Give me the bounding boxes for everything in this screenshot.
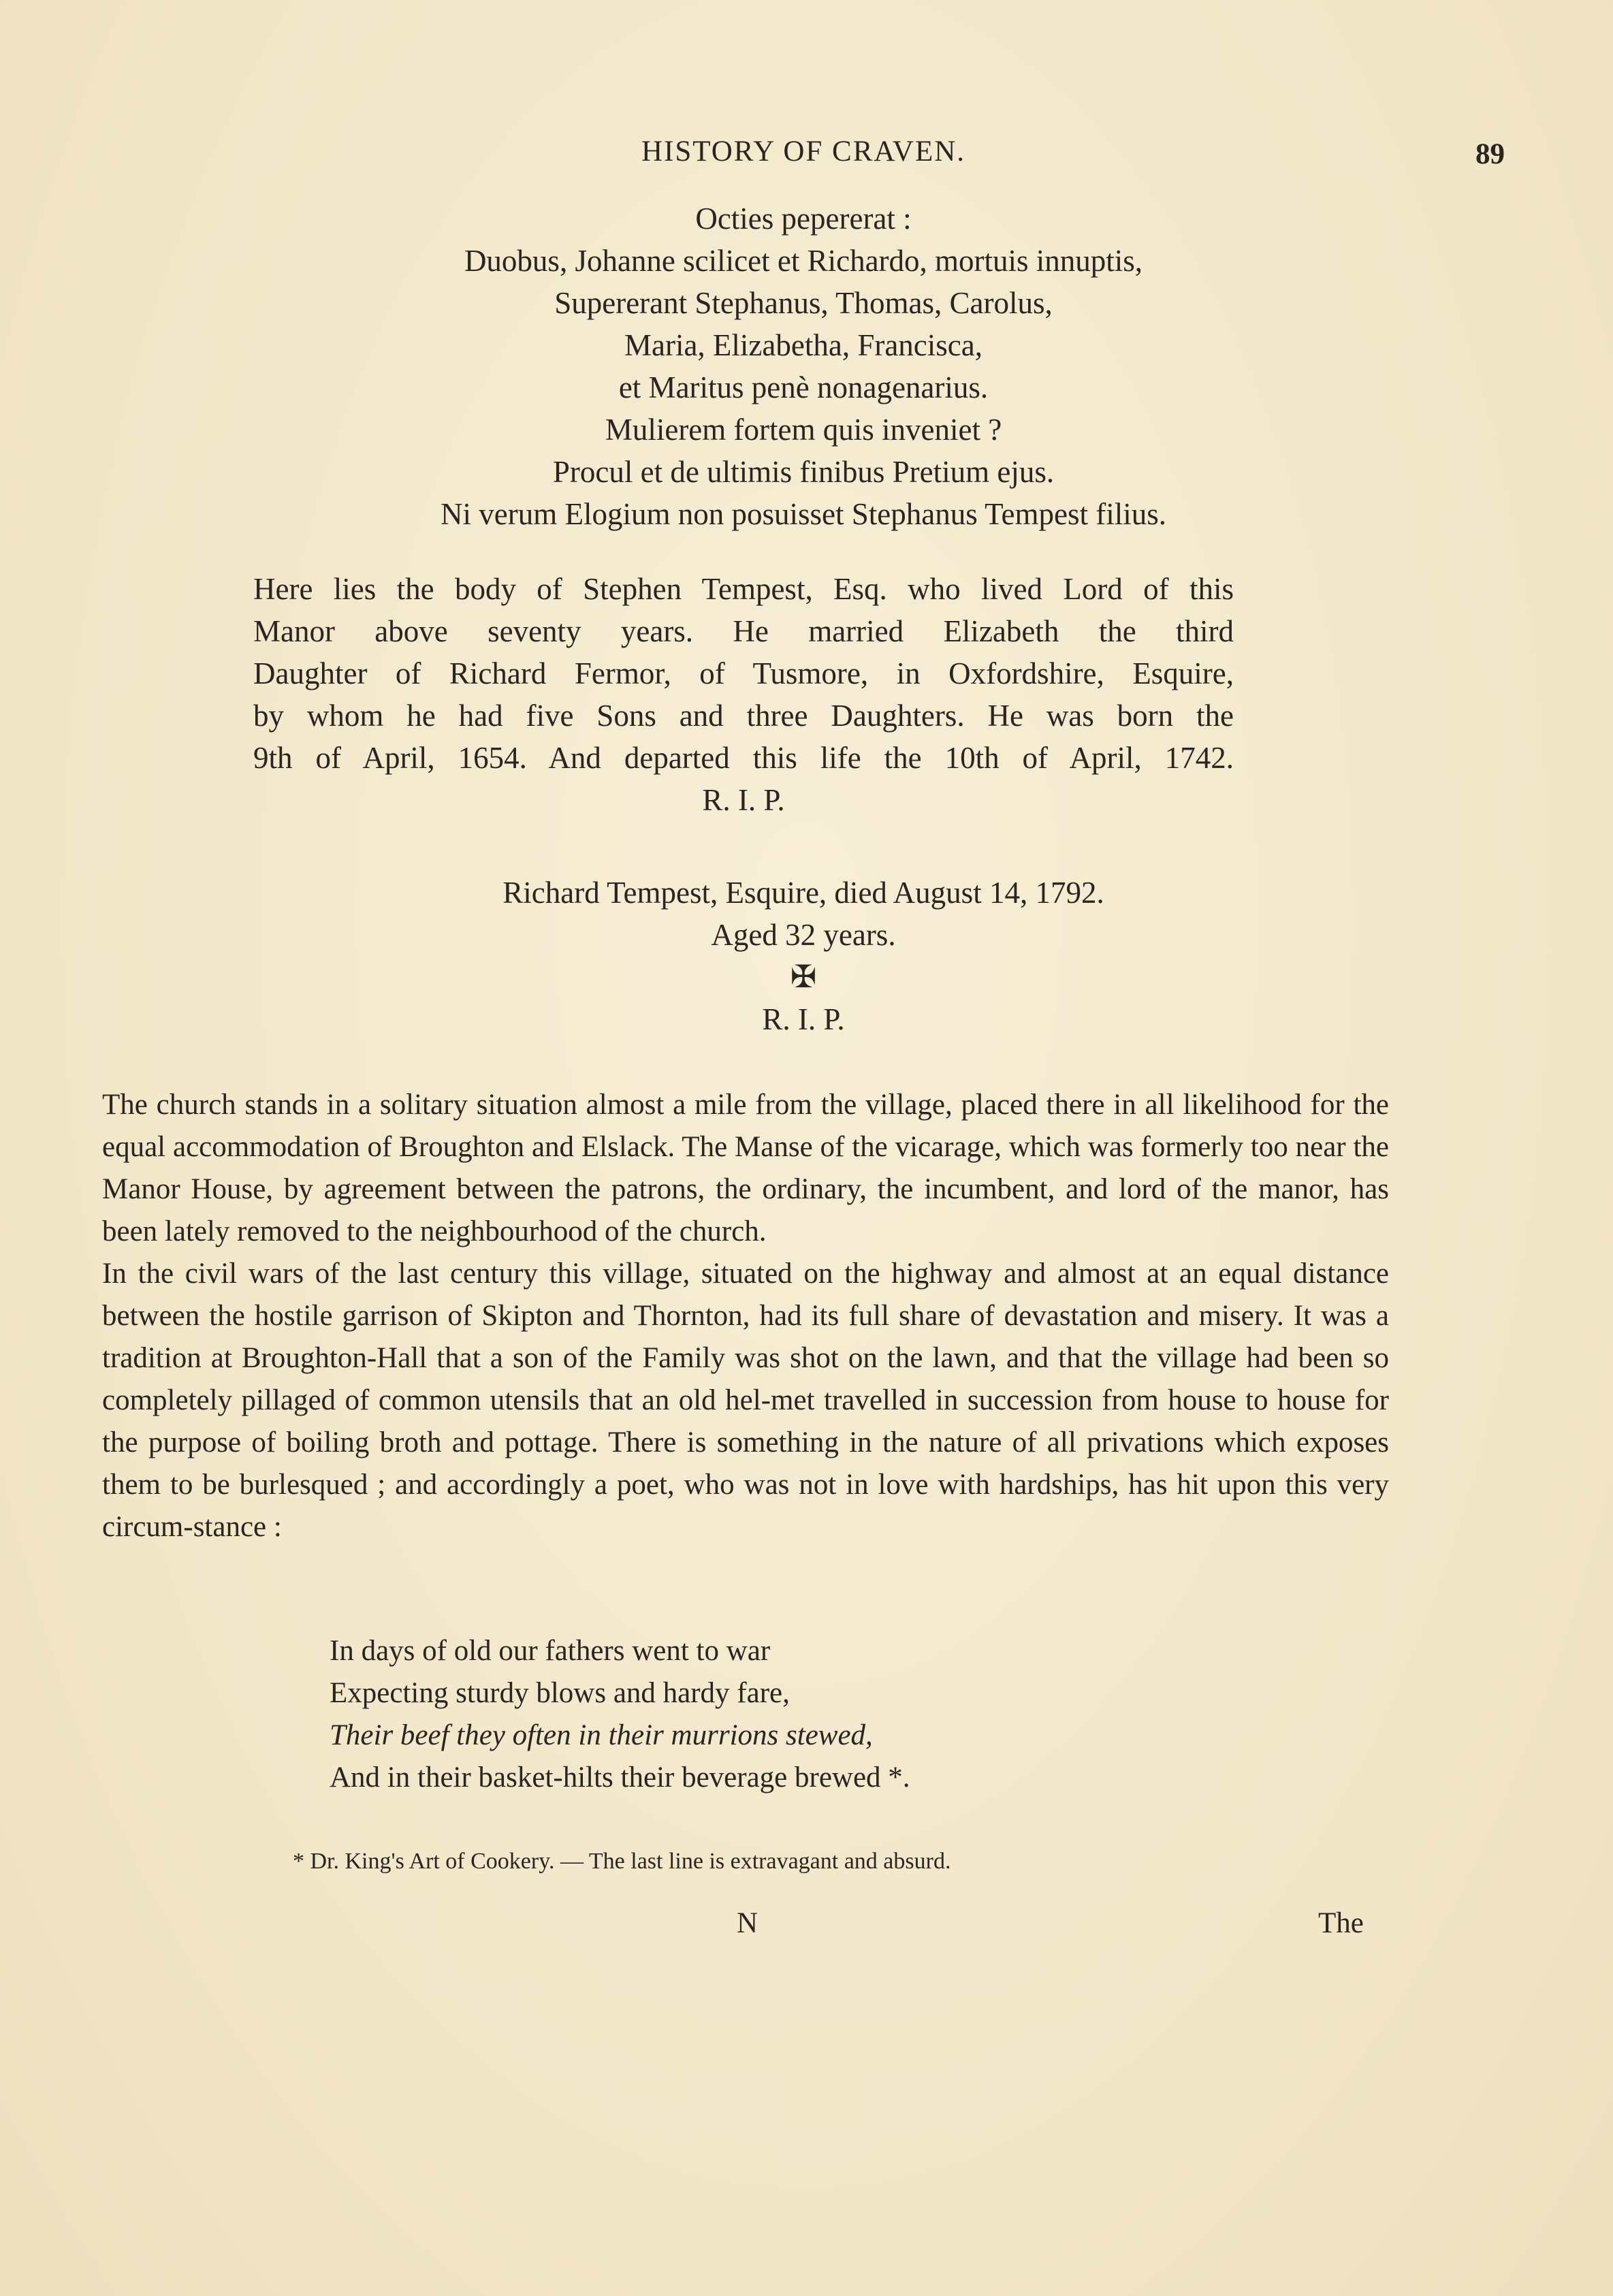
- footnote: * Dr. King's Art of Cookery. — The last line is extravagant and absurd.: [293, 1849, 951, 1874]
- english-epitaph: [253, 568, 1234, 821]
- english-line-text: 9th of April, 1654. And departed this life the 10th of April, 1742.: [253, 741, 1234, 775]
- latin-line: Octies pepererat :: [695, 202, 912, 236]
- verse-line: In days of old our fathers went to war: [330, 1635, 771, 1667]
- richard-age: Aged 32 years.: [711, 918, 896, 952]
- rip-inscription: R. I. P.: [762, 1002, 845, 1036]
- paragraph: The church stands in a solitary situation almost a mile from the village, placed there in all likelihood for the equal accommodation of Broughton and Elslack. The Manse of the vicarage, which was formerly too near the Manor House, by agreement between the patrons, the ordinary, the incumbent, and lord of the manor, has been lately removed to the neighbourhood of the church.: [102, 1089, 1389, 1247]
- english-line: [253, 652, 1234, 695]
- latin-line: Mulierem fortem quis inveniet ?: [605, 413, 1002, 447]
- verse: [330, 1630, 910, 1799]
- catchword: The: [1318, 1907, 1364, 1939]
- verse-line: And in their basket-hilts their beverage brewed *.: [330, 1761, 910, 1793]
- english-line: [253, 695, 1234, 737]
- body-text: [102, 1084, 1389, 1548]
- english-line-text: Daughter of Richard Fermor, of Tusmore, in Oxfordshire, Esquire,: [253, 656, 1234, 690]
- running-head: [102, 135, 1505, 176]
- english-line: [253, 737, 1234, 779]
- page-number: 89: [1475, 138, 1505, 170]
- paragraph: In the civil wars of the last century this village, situated on the highway and almost at an equal distance between the hostile garrison of Skipton and Thornton, had its full share of devastation and misery. It was a tradition at Broughton-Hall that a son of the Family was shot on the lawn, and that the village had been so completely pillaged of common utensils that an old hel-met travelled in succession from house to house for the purpose of boiling broth and pottage. There is something in the nature of all privations which exposes them to be burlesqued ; and accordingly a poet, who was not in love with hardships, has hit upon this very circum-stance :: [102, 1258, 1389, 1543]
- english-line-text: Here lies the body of Stephen Tempest, Esq. who lived Lord of this: [253, 572, 1234, 606]
- latin-line: Maria, Elizabetha, Francisca,: [624, 328, 983, 362]
- english-line-text: Manor above seventy years. He married Elizabeth the third: [253, 614, 1234, 648]
- latin-line: Supererant Stephanus, Thomas, Carolus,: [554, 286, 1053, 320]
- latin-line: Procul et de ultimis finibus Pretium ejus.: [552, 455, 1055, 489]
- signature-mark: N: [737, 1907, 758, 1939]
- english-line: [253, 610, 1234, 652]
- verse-line: Their beef they often in their murrions stewed,: [330, 1719, 873, 1751]
- english-line: [253, 568, 1234, 610]
- english-line-text: by whom he had five Sons and three Daughters. He was born the: [253, 699, 1234, 733]
- latin-line: Duobus, Johanne scilicet et Richardo, mortuis innuptis,: [464, 244, 1143, 278]
- rip-inscription: R. I. P.: [702, 783, 785, 817]
- latin-epitaph: [102, 197, 1505, 535]
- latin-line: Ni verum Elogium non posuisset Stephanus Tempest filius.: [441, 497, 1166, 531]
- richard-line: Richard Tempest, Esquire, died August 14, 1792.: [502, 876, 1104, 910]
- cross-icon: ✠: [790, 959, 817, 994]
- verse-line: Expecting sturdy blows and hardy fare,: [330, 1677, 790, 1709]
- richard-epitaph: [102, 872, 1505, 1040]
- running-title: HISTORY OF CRAVEN.: [641, 135, 966, 168]
- latin-line: et Maritus penè nonagenarius.: [618, 370, 989, 404]
